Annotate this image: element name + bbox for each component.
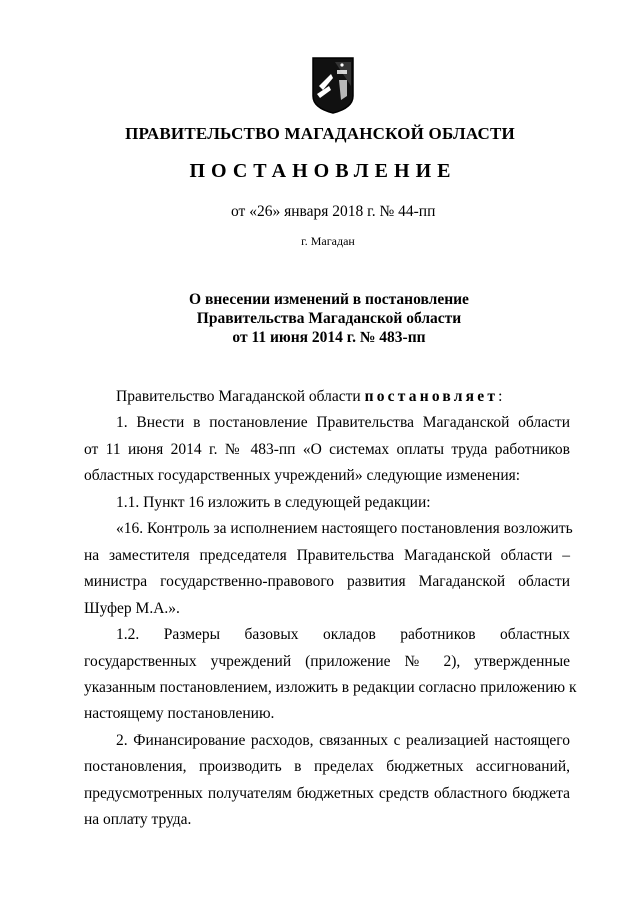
government-title: ПРАВИТЕЛЬСТВО МАГАДАНСКОЙ ОБЛАСТИ: [125, 124, 515, 143]
document-city: г. Магадан: [301, 234, 355, 248]
subject-line: О внесении изменений в постановление: [189, 291, 469, 308]
paragraph-line: на оплату труда.: [84, 811, 192, 828]
preamble-lead: Правительство Магаданской области: [116, 388, 365, 405]
paragraph-line: 1.1. Пункт 16 изложить в следующей редакции:: [116, 494, 431, 511]
paragraph-line: постановления, производить в пределах бюджетных ассигнований,: [84, 758, 570, 775]
paragraph-line: 1.2. Размеры базовых окладов работников областных: [116, 626, 570, 643]
paragraph-line: государственных учреждений (приложение № 2), утвержденные: [84, 653, 570, 670]
document-date-number: от «26» января 2018 г. № 44-пп: [231, 203, 436, 220]
paragraph-line: указанным постановлением, изложить в редакции согласно приложению к: [84, 679, 577, 696]
subject-line: Правительства Магаданской области: [196, 310, 462, 327]
preamble-tail: :: [498, 388, 503, 405]
paragraph-line: предусмотренных получателям бюджетных средств областного бюджета: [84, 785, 570, 802]
paragraph-line: «16. Контроль за исполнением настоящего постановления возложить: [116, 520, 573, 537]
paragraph-line: областных государственных учреждений» следующие изменения:: [84, 467, 521, 484]
paragraph-line: 1. Внести в постановление Правительства Магаданской области: [116, 414, 570, 431]
preamble-verb: постановляет: [364, 388, 499, 405]
paragraph-line: министра государственно-правового развития Магаданской области: [84, 573, 570, 590]
document-subject: [0, 290, 640, 347]
preamble: [116, 387, 570, 407]
paragraph-line: 2. Финансирование расходов, связанных с реализацией настоящего: [116, 732, 570, 749]
subject-line: от 11 июня 2014 г. № 483-пп: [232, 329, 426, 346]
paragraph-line: на заместителя председателя Правительства Магаданской области –: [84, 547, 570, 564]
document-type: ПОСТАНОВЛЕНИЕ: [189, 160, 457, 182]
coat-of-arms-icon: [311, 56, 355, 114]
paragraph-line: настоящему постановлению.: [84, 705, 275, 722]
paragraph-line: Шуфер М.А.».: [84, 600, 180, 617]
paragraph-line: от 11 июня 2014 г. № 483-пп «О системах оплаты труда работников: [84, 441, 570, 458]
